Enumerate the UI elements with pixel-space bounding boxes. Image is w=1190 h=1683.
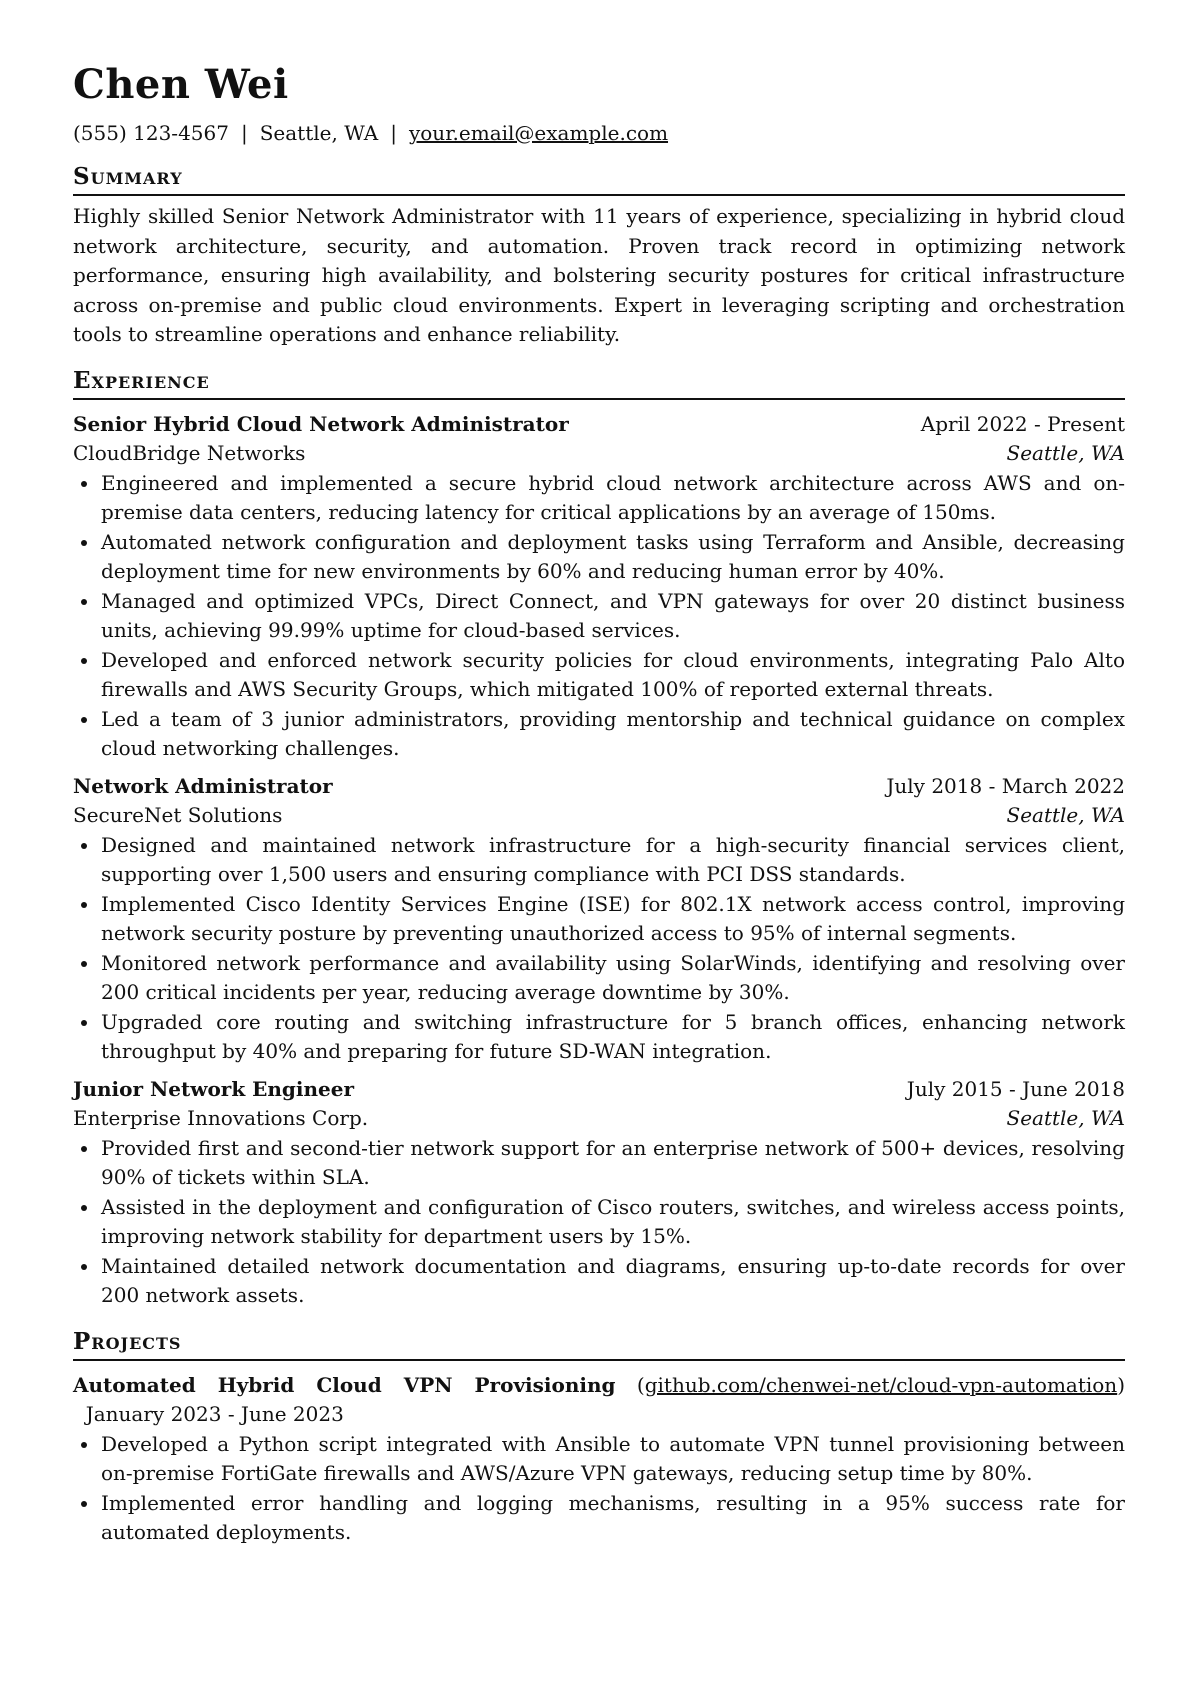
projects-heading: Projects [73,1327,1125,1361]
job-bullets [73,469,1125,764]
project-entry [73,1371,1125,1548]
job-company-row [73,801,1125,831]
bullet-item: Maintained detailed network documentation and diagrams, ensuring up-to-date records for over 200 network assets. [73,1252,1125,1311]
project-bullets [73,1430,1125,1548]
location-text: Seattle, WA [259,121,379,145]
job-company-row [73,1104,1125,1134]
phone-number: (555) 123-4567 [73,121,229,145]
bullet-item: Led a team of 3 junior administrators, providing mentorship and technical guidance on complex cloud networking challenges. [73,705,1125,764]
bullet-item: Monitored network performance and availability using SolarWinds, identifying and resolving over 200 critical incidents per year, reducing average downtime by 30%. [73,949,1125,1008]
job-bullets [73,831,1125,1067]
job-title: Junior Network Engineer [73,1076,355,1101]
job-dates: April 2022 - Present [920,411,1125,436]
bullet-item: Upgraded core routing and switching infrastructure for 5 branch offices, enhancing network throughput by 40% and preparing for future SD-WAN integration. [73,1008,1125,1067]
project-header: Automated Hybrid Cloud VPN Provisioning (github.com/chenwei-net/cloud-vpn-automation) January 2023 - June 2023 [73,1372,1125,1426]
bullet-item: Automated network configuration and deployment tasks using Terraform and Ansible, decreasing deployment time for new environments by 60% and reducing human error by 40%. [73,528,1125,587]
job-dates: July 2015 - June 2018 [906,1076,1125,1101]
contact-separator: | [390,121,397,145]
project-link[interactable]: github.com/chenwei-net/cloud-vpn-automation [644,1372,1118,1397]
bullet-item: Managed and optimized VPCs, Direct Connect, and VPN gateways for over 20 distinct business units, achieving 99.99% uptime for cloud-based services. [73,587,1125,646]
bullet-item: Designed and maintained network infrastructure for a high-security financial services client, supporting over 1,500 users and ensuring compliance with PCI DSS standards. [73,831,1125,890]
job-header-row [73,1075,1125,1105]
job-entry [73,772,1125,1067]
email-link[interactable]: your.email@example.com [408,121,669,145]
resume-page [73,55,1125,1548]
bullet-item: Provided first and second-tier network support for an enterprise network of 500+ devices, resolving 90% of tickets within SLA. [73,1134,1125,1193]
project-name: Automated Hybrid Cloud VPN Provisioning [73,1372,616,1397]
company-name: Enterprise Innovations Corp. [73,1106,369,1130]
summary-text: Highly skilled Senior Network Administrator with 11 years of experience, specializing in hybrid cloud network architecture, security, and automation. Proven track record in optimizing network performance, ensuring high availability, and bolstering security postures for critical infrastructure across on-premise and public cloud environments. Expert in leveraging scripting and orchestration tools to streamline operations and enhance reliability. [73,204,1125,346]
job-entry [73,410,1125,764]
job-title: Network Administrator [73,773,333,798]
candidate-name: Chen Wei [73,61,289,108]
job-location: Seattle, WA [1006,441,1125,465]
contact-line [73,119,1125,147]
job-header-row [73,410,1125,440]
job-title: Senior Hybrid Cloud Network Administrator [73,411,569,436]
job-company-row [73,439,1125,469]
summary-heading: Summary [73,162,1125,196]
job-bullets [73,1134,1125,1311]
contact-separator: | [240,121,248,145]
experience-heading: Experience [73,366,1125,400]
bullet-item: Engineered and implemented a secure hybrid cloud network architecture across AWS and on-premise data centers, reducing latency for critical applications by an average of 150ms. [73,469,1125,528]
job-entry [73,1075,1125,1311]
bullet-item: Developed and enforced network security policies for cloud environments, integrating Palo Alto firewalls and AWS Security Groups, which mitigated 100% of reported external threats. [73,646,1125,705]
job-dates: July 2018 - March 2022 [886,773,1125,798]
job-location: Seattle, WA [1006,803,1125,827]
bullet-item: Implemented error handling and logging mechanisms, resulting in a 95% success rate for automated deployments. [73,1489,1125,1548]
bullet-item: Assisted in the deployment and configuration of Cisco routers, switches, and wireless access points, improving network stability for department users by 15%. [73,1193,1125,1252]
project-dates: January 2023 - June 2023 [85,1402,344,1426]
bullet-item: Developed a Python script integrated with Ansible to automate VPN tunnel provisioning between on-premise FortiGate firewalls and AWS/Azure VPN gateways, reducing setup time by 80%. [73,1430,1125,1489]
bullet-item: Implemented Cisco Identity Services Engine (ISE) for 802.1X network access control, improving network security posture by preventing unauthorized access to 95% of internal segments. [73,890,1125,949]
job-header-row [73,772,1125,802]
job-location: Seattle, WA [1006,1106,1125,1130]
company-name: SecureNet Solutions [73,803,283,827]
company-name: CloudBridge Networks [73,441,306,465]
